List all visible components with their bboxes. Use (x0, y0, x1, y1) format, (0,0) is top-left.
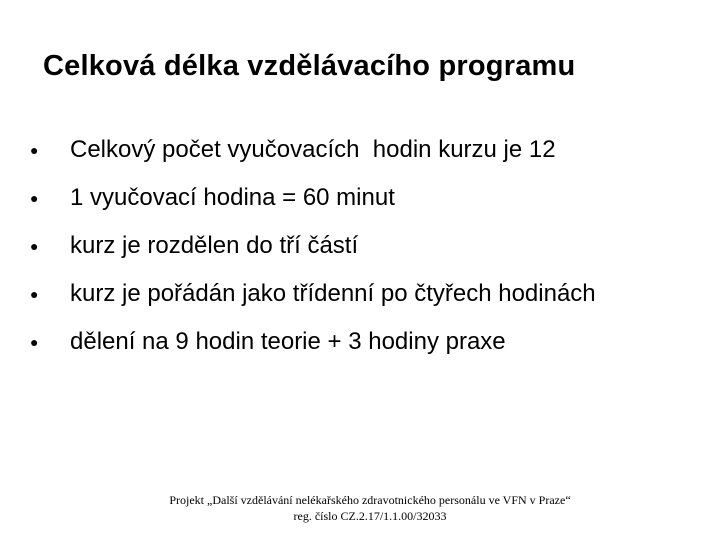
bullet-text: kurz je pořádán jako třídenní po čtyřech hodinách (70, 280, 596, 307)
bullet-dot-icon: ● (30, 334, 39, 350)
bullet-text: kurz je rozdělen do tří částí (70, 232, 359, 259)
footer-project-line: Projekt „Další vzdělávání nelékařského zdravotnického personálu ve VFN v Praze“ (169, 493, 571, 507)
bullet-text: dělení na 9 hodin teorie + 3 hodiny praxe (70, 328, 506, 355)
bullet-list (30, 126, 596, 366)
slide-title: Celková délka vzdělávacího programu (43, 50, 576, 82)
bullet-item (30, 222, 596, 270)
bullet-dot-icon: ● (30, 286, 39, 302)
bullet-item (30, 126, 596, 174)
bullet-item (30, 318, 596, 366)
footer-registration-line: reg. číslo CZ.2.17/1.1.00/32033 (293, 509, 447, 523)
bullet-dot-icon: ● (30, 142, 39, 158)
bullet-dot-icon: ● (30, 190, 39, 206)
bullet-dot-icon: ● (30, 238, 39, 254)
bullet-text: 1 vyučovací hodina = 60 minut (70, 184, 395, 211)
bullet-item (30, 174, 596, 222)
bullet-text: Celkový počet vyučovacích hodin kurzu je 12 (70, 136, 556, 163)
slide-footer (0, 492, 720, 524)
bullet-item (30, 270, 596, 318)
